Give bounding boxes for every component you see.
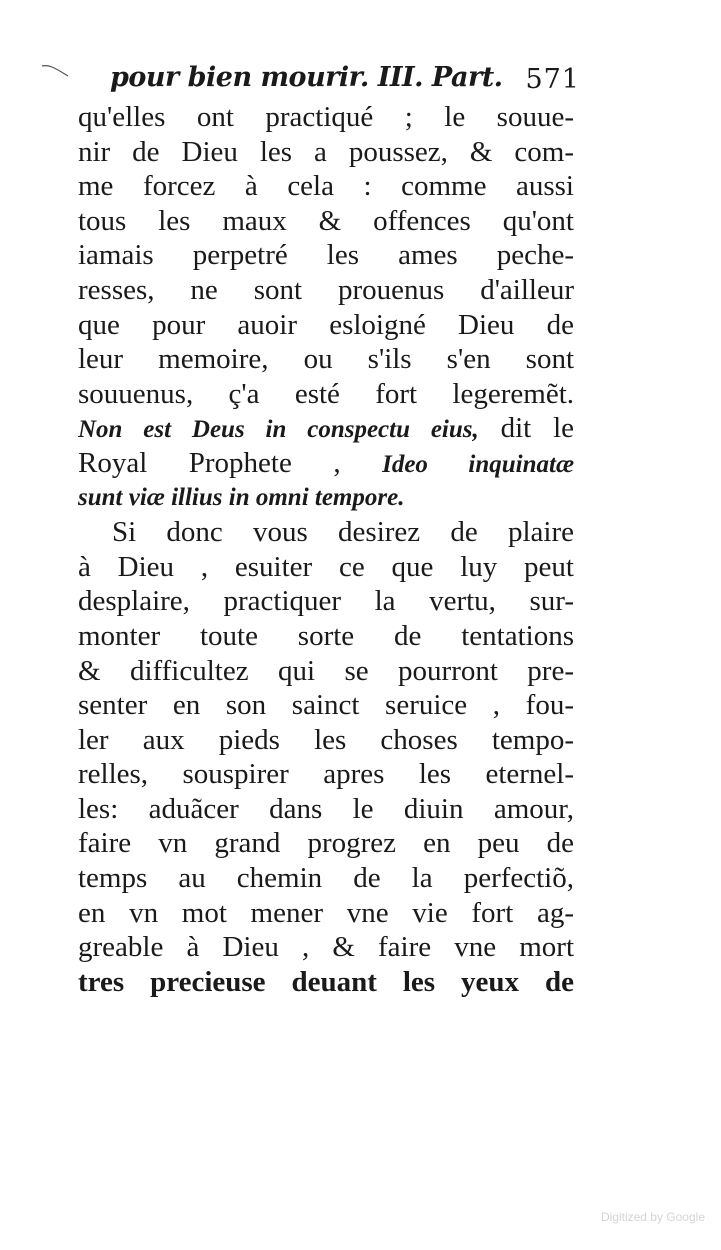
text-line: que pour auoir esloigné Dieu de	[78, 308, 574, 341]
attribution-text: dit le	[500, 412, 574, 445]
text-line: desplaire, practiquer la vertu, sur-	[78, 585, 574, 618]
text-line: tous les maux & offences qu'ont	[78, 204, 574, 237]
running-head	[110, 56, 580, 96]
text-line: leur memoire, ou s'ils s'en sont	[78, 343, 574, 376]
text-line: ler aux pieds les choses tempo-	[78, 723, 574, 756]
latin-quote-line	[78, 411, 574, 446]
text-line: resses, ne sont prouenus d'ailleur	[78, 273, 574, 306]
ink-stroke-mark	[40, 60, 70, 80]
text-line: en vn mot mener vne vie fort ag-	[78, 896, 574, 929]
text-line: les: aduãcer dans le diuin amour,	[78, 792, 574, 825]
text-line: & difficultez qui se pourront pre-	[78, 654, 574, 687]
paragraph-first-line: Si donc vous desirez de plaire	[112, 516, 574, 549]
text-line: souuenus, ç'a esté fort legeremẽt.	[78, 377, 574, 410]
text-line: temps au chemin de la perfectiõ,	[78, 862, 574, 895]
text-line: qu'elles ont practiqué ; le souue-	[78, 101, 574, 133]
latin-quote-line: sunt viæ illius in omni tempore.	[78, 483, 405, 511]
text-line: me forcez à cela : comme aussi	[78, 170, 574, 203]
text-line: iamais perpetré les ames peche-	[78, 239, 574, 272]
latin-quote-text: Non est Deus in conspectu eius,	[78, 416, 479, 444]
page-number: 571	[525, 64, 580, 95]
latin-quote-line	[78, 446, 574, 481]
text-line: faire vn grand progrez en peu de	[78, 827, 574, 860]
attribution-text: Royal Prophete ,	[78, 446, 341, 479]
latin-quote-text: Ideo inquinatæ	[382, 450, 574, 478]
text-line: tres precieuse deuant les yeux de	[78, 965, 574, 998]
text-line: monter toute sorte de tentations	[78, 619, 574, 652]
text-line: greable à Dieu , & faire vne mort	[78, 931, 574, 964]
text-line: à Dieu , esuiter ce que luy peut	[78, 550, 574, 583]
text-line: senter en son sainct seruice , fou-	[78, 689, 574, 722]
text-line: relles, souspirer apres les eternel-	[78, 758, 574, 791]
running-head-title: pour bien mourir. III. Part.	[110, 62, 503, 93]
body-text	[78, 100, 574, 999]
digitization-watermark: Digitized by Google	[600, 1210, 705, 1224]
text-line: nir de Dieu les a poussez, & com-	[78, 135, 574, 168]
